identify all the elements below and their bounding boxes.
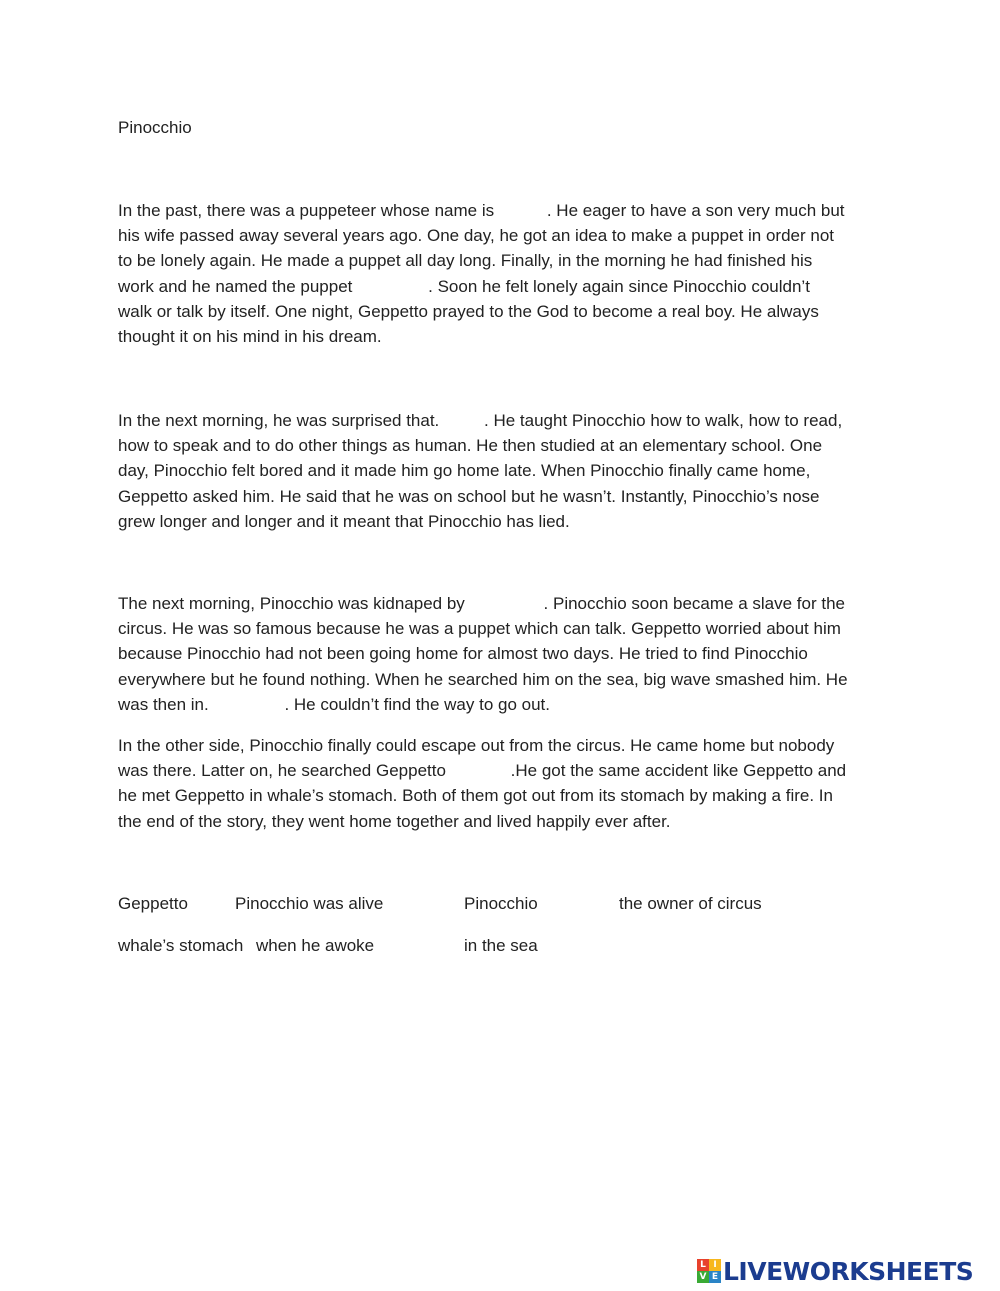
paragraph-line: grew longer and longer and it meant that Pinocchio has lied. (118, 511, 570, 531)
word-bank-item: whale’s stomach (118, 936, 244, 955)
paragraph-line: to be lonely again. He made a puppet all day long. Finally, in the morning he had finished his (118, 251, 813, 271)
word-bank-item: in the sea (464, 936, 538, 955)
paragraph-line: thought it on his mind in his dream. (118, 326, 382, 346)
paragraph-line: he met Geppetto in whale’s stomach. Both of them got out from its stomach by making a fire. In (118, 786, 833, 806)
word-bank-item: Pinocchio was alive (235, 894, 384, 913)
logo-letter: I (709, 1259, 721, 1271)
logo-letter: E (709, 1271, 721, 1283)
paragraph-3 (118, 591, 848, 717)
paragraph-line: circus. He was so famous because he was a puppet which can talk. Geppetto worried about him (118, 619, 841, 639)
paragraph-line: Geppetto asked him. He said that he was on school but he wasn’t. Instantly, Pinocchio’s nose (118, 486, 820, 506)
paragraph-line: In the past, there was a puppeteer whose name is . He eager to have a son very much but (118, 201, 845, 220)
paragraph-2 (118, 408, 842, 534)
paragraph-4 (118, 733, 846, 834)
word-bank-item: the owner of circus (619, 894, 762, 913)
logo-letter: V (697, 1271, 709, 1283)
paragraph-line: the end of the story, they went home together and lived happily ever after. (118, 811, 671, 831)
paragraph-line: everywhere but he found nothing. When he searched him on the sea, big wave smashed him. He (118, 669, 848, 689)
paragraph-1 (118, 198, 845, 349)
paragraph-line: day, Pinocchio felt bored and it made him go home late. When Pinocchio finally came home, (118, 461, 811, 481)
paragraph-line: walk or talk by itself. One night, Geppetto prayed to the God to become a real boy. He always (118, 301, 819, 321)
paragraph-line: his wife passed away several years ago. One day, he got an idea to make a puppet in order not (118, 226, 835, 246)
paragraph-line: The next morning, Pinocchio was kidnaped by . Pinocchio soon became a slave for the (118, 594, 845, 613)
paragraph-line: was then in. . He couldn’t find the way to go out. (118, 694, 551, 714)
logo-letter: L (697, 1259, 709, 1271)
word-bank-item: Pinocchio (464, 894, 538, 913)
paragraph-line: work and he named the puppet . Soon he felt lonely again since Pinocchio couldn’t (118, 276, 810, 296)
paragraph-line: because Pinocchio had not been going home for almost two days. He tried to find Pinocchio (118, 644, 808, 664)
paragraph-line: In the next morning, he was surprised that. . He taught Pinocchio how to walk, how to read, (118, 411, 843, 430)
paragraph-line: was there. Latter on, he searched Geppetto .He got the same accident like Geppetto and (118, 761, 847, 781)
brand-name: LIVEWORKSHEETS (723, 1256, 974, 1286)
live-logo-icon (697, 1259, 721, 1283)
liveworksheets-logo (697, 1256, 973, 1286)
paragraph-line: how to speak and to do other things as human. He then studied at an elementary school. One (118, 436, 823, 456)
word-bank-item: when he awoke (256, 936, 375, 955)
paragraph-line: In the other side, Pinocchio finally could escape out from the circus. He came home but nobody (118, 736, 835, 755)
word-bank-item: Geppetto (118, 894, 188, 913)
document-title: Pinocchio (118, 118, 192, 137)
